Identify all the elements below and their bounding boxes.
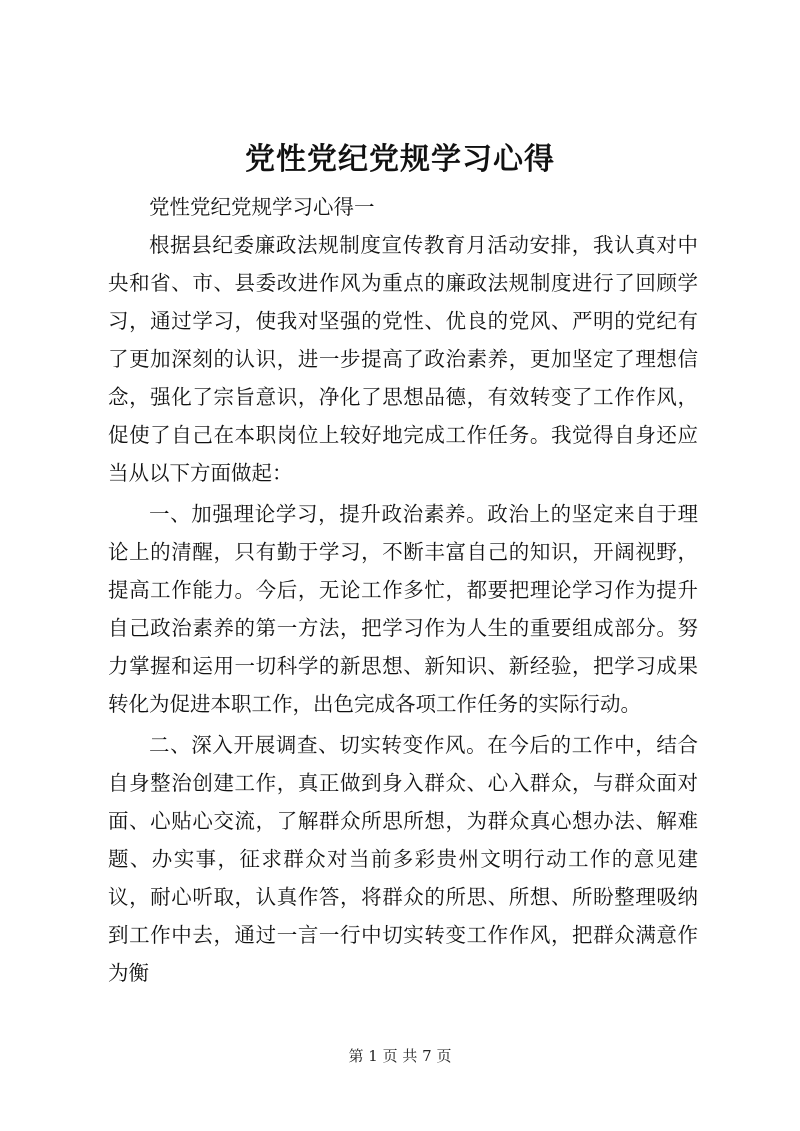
paragraph-investigation: 二、深入开展调查、切实转变作风。在今后的工作中，结合自身整治创建工作，真正做到身入群众、心入群众，与群众面对面、心贴心交流，了解群众所思所想，为群众真心想办法、解难题、办实事，征求群众对当前多彩贵州文明行动工作的意见建议，耐心听取，认真作答，将群众的所思、所想、所盼整理吸纳到工作中去，通过一言一行中切实转变工作作风，把群众满意作为衡 <box>108 733 698 985</box>
page-number-footer: 第 1 页 共 7 页 <box>348 1047 452 1065</box>
document-title: 党性党纪党规学习心得 <box>245 142 555 177</box>
section-subtitle: 党性党纪党规学习心得一 <box>149 195 375 219</box>
paragraph-intro: 根据县纪委廉政法规制度宣传教育月活动安排，我认真对中央和省、市、县委改进作风为重点的廉政法规制度进行了回顾学习，通过学习，使我对坚强的党性、优良的党风、严明的党纪有了更加深刻的认识，进一步提高了政治素养，更加坚定了理想信念，强化了宗旨意识，净化了思想品德，有效转变了工作作风，促使了自己在本职岗位上较好地完成工作任务。我觉得自身还应当从以下方面做起： <box>108 233 698 485</box>
document-body <box>108 188 698 992</box>
paragraph-theory-study: 一、加强理论学习，提升政治素养。政治上的坚定来自于理论上的清醒，只有勤于学习，不断丰富自己的知识，开阔视野，提高工作能力。今后，无论工作多忙，都要把理论学习作为提升自己政治素养的第一方法，把学习作为人生的重要组成部分。努力掌握和运用一切科学的新思想、新知识、新经验，把学习成果转化为促进本职工作，出色完成各项工作任务的实际行动。 <box>108 502 698 716</box>
